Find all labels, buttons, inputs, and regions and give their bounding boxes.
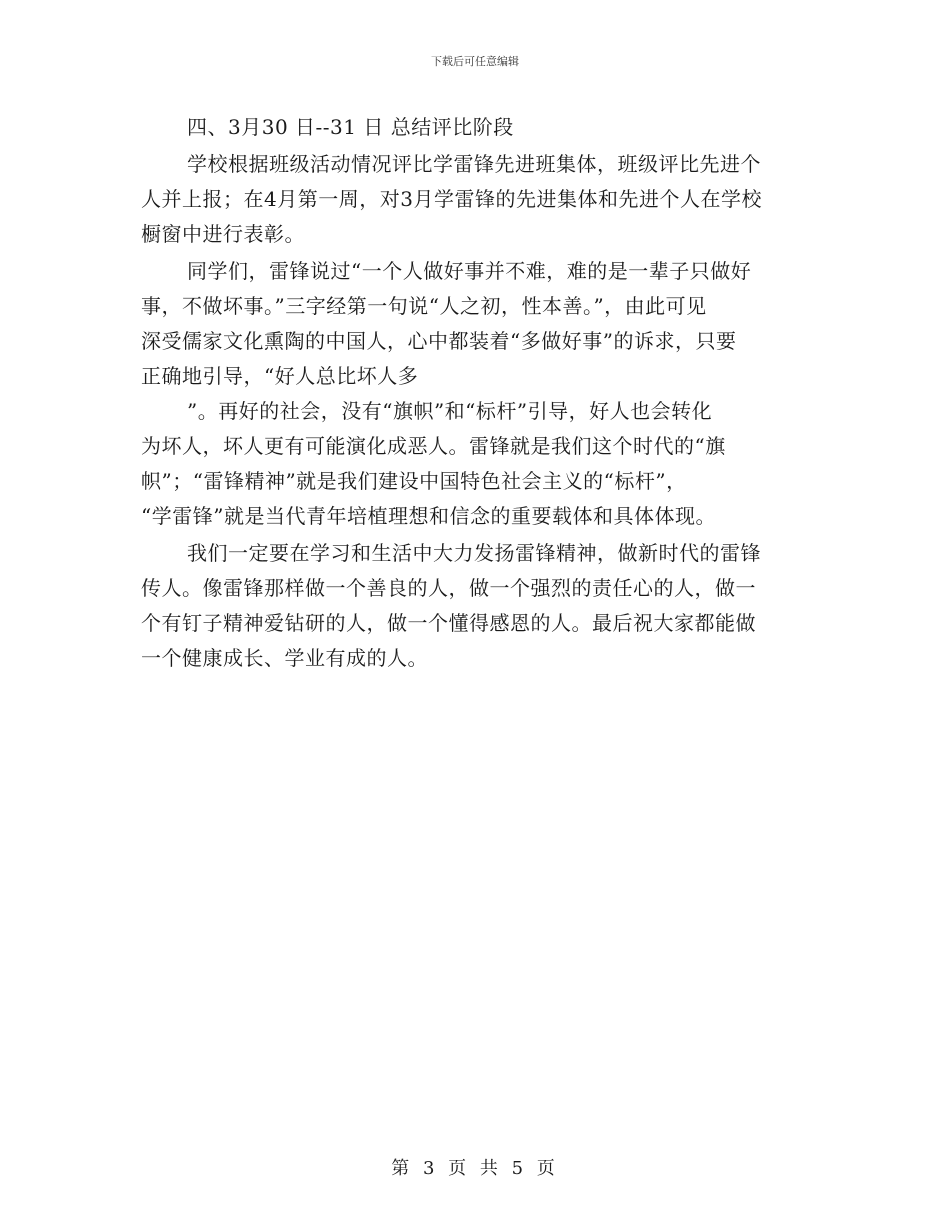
document-body [141,110,813,676]
paragraph-line: 我们一定要在学习和生活中大力发扬雷锋精神，做新时代的雷锋 [187,541,761,565]
paragraph-line: 个有钉子精神爱钻研的人，做一个懂得感恩的人。最后祝大家都能做 [141,611,756,635]
paragraph-line: 帜”；“雷锋精神”就是我们建设中国特色社会主义的“标杆”， [141,469,687,493]
page-number: 第 3 页 共 5 页 [391,1158,559,1179]
paragraph-line: 人并上报；在4月第一周，对3月学雷锋的先进集体和先进个人在学校 [141,187,762,211]
paragraph-line: 学校根据班级活动情况评比学雷锋先进班集体，班级评比先进个 [187,152,761,176]
paragraph-line: ”。再好的社会，没有“旗帜”和“标杆”引导，好人也会转化 [187,399,713,423]
paragraph-line: 橱窗中进行表彰。 [141,222,305,246]
header-note: 下载后可任意编辑 [431,55,519,68]
paragraph-line: “学雷锋”就是当代青年培植理想和信念的重要载体和具体体现。 [141,504,716,528]
paragraph-line: 一个健康成长、学业有成的人。 [141,646,428,670]
paragraph-line: 为坏人，坏人更有可能演化成恶人。雷锋就是我们这个时代的“旗 [141,434,726,458]
paragraph-line: 传人。像雷锋那样做一个善良的人，做一个强烈的责任心的人，做一 [141,576,756,600]
paragraph-line: 深受儒家文化熏陶的中国人，心中都装着“多做好事”的诉求，只要 [141,329,737,353]
section-heading: 四、3月30 日--31 日 总结评比阶段 [187,115,514,139]
paragraph-line: 正确地引导，“好人总比坏人多 [141,364,419,388]
paragraph-line: 同学们，雷锋说过“一个人做好事并不难，难的是一辈子只做好 [187,259,752,283]
paragraph-line: 事，不做坏事。”三字经第一句说“人之初，性本善。”，由此可见 [141,294,707,318]
